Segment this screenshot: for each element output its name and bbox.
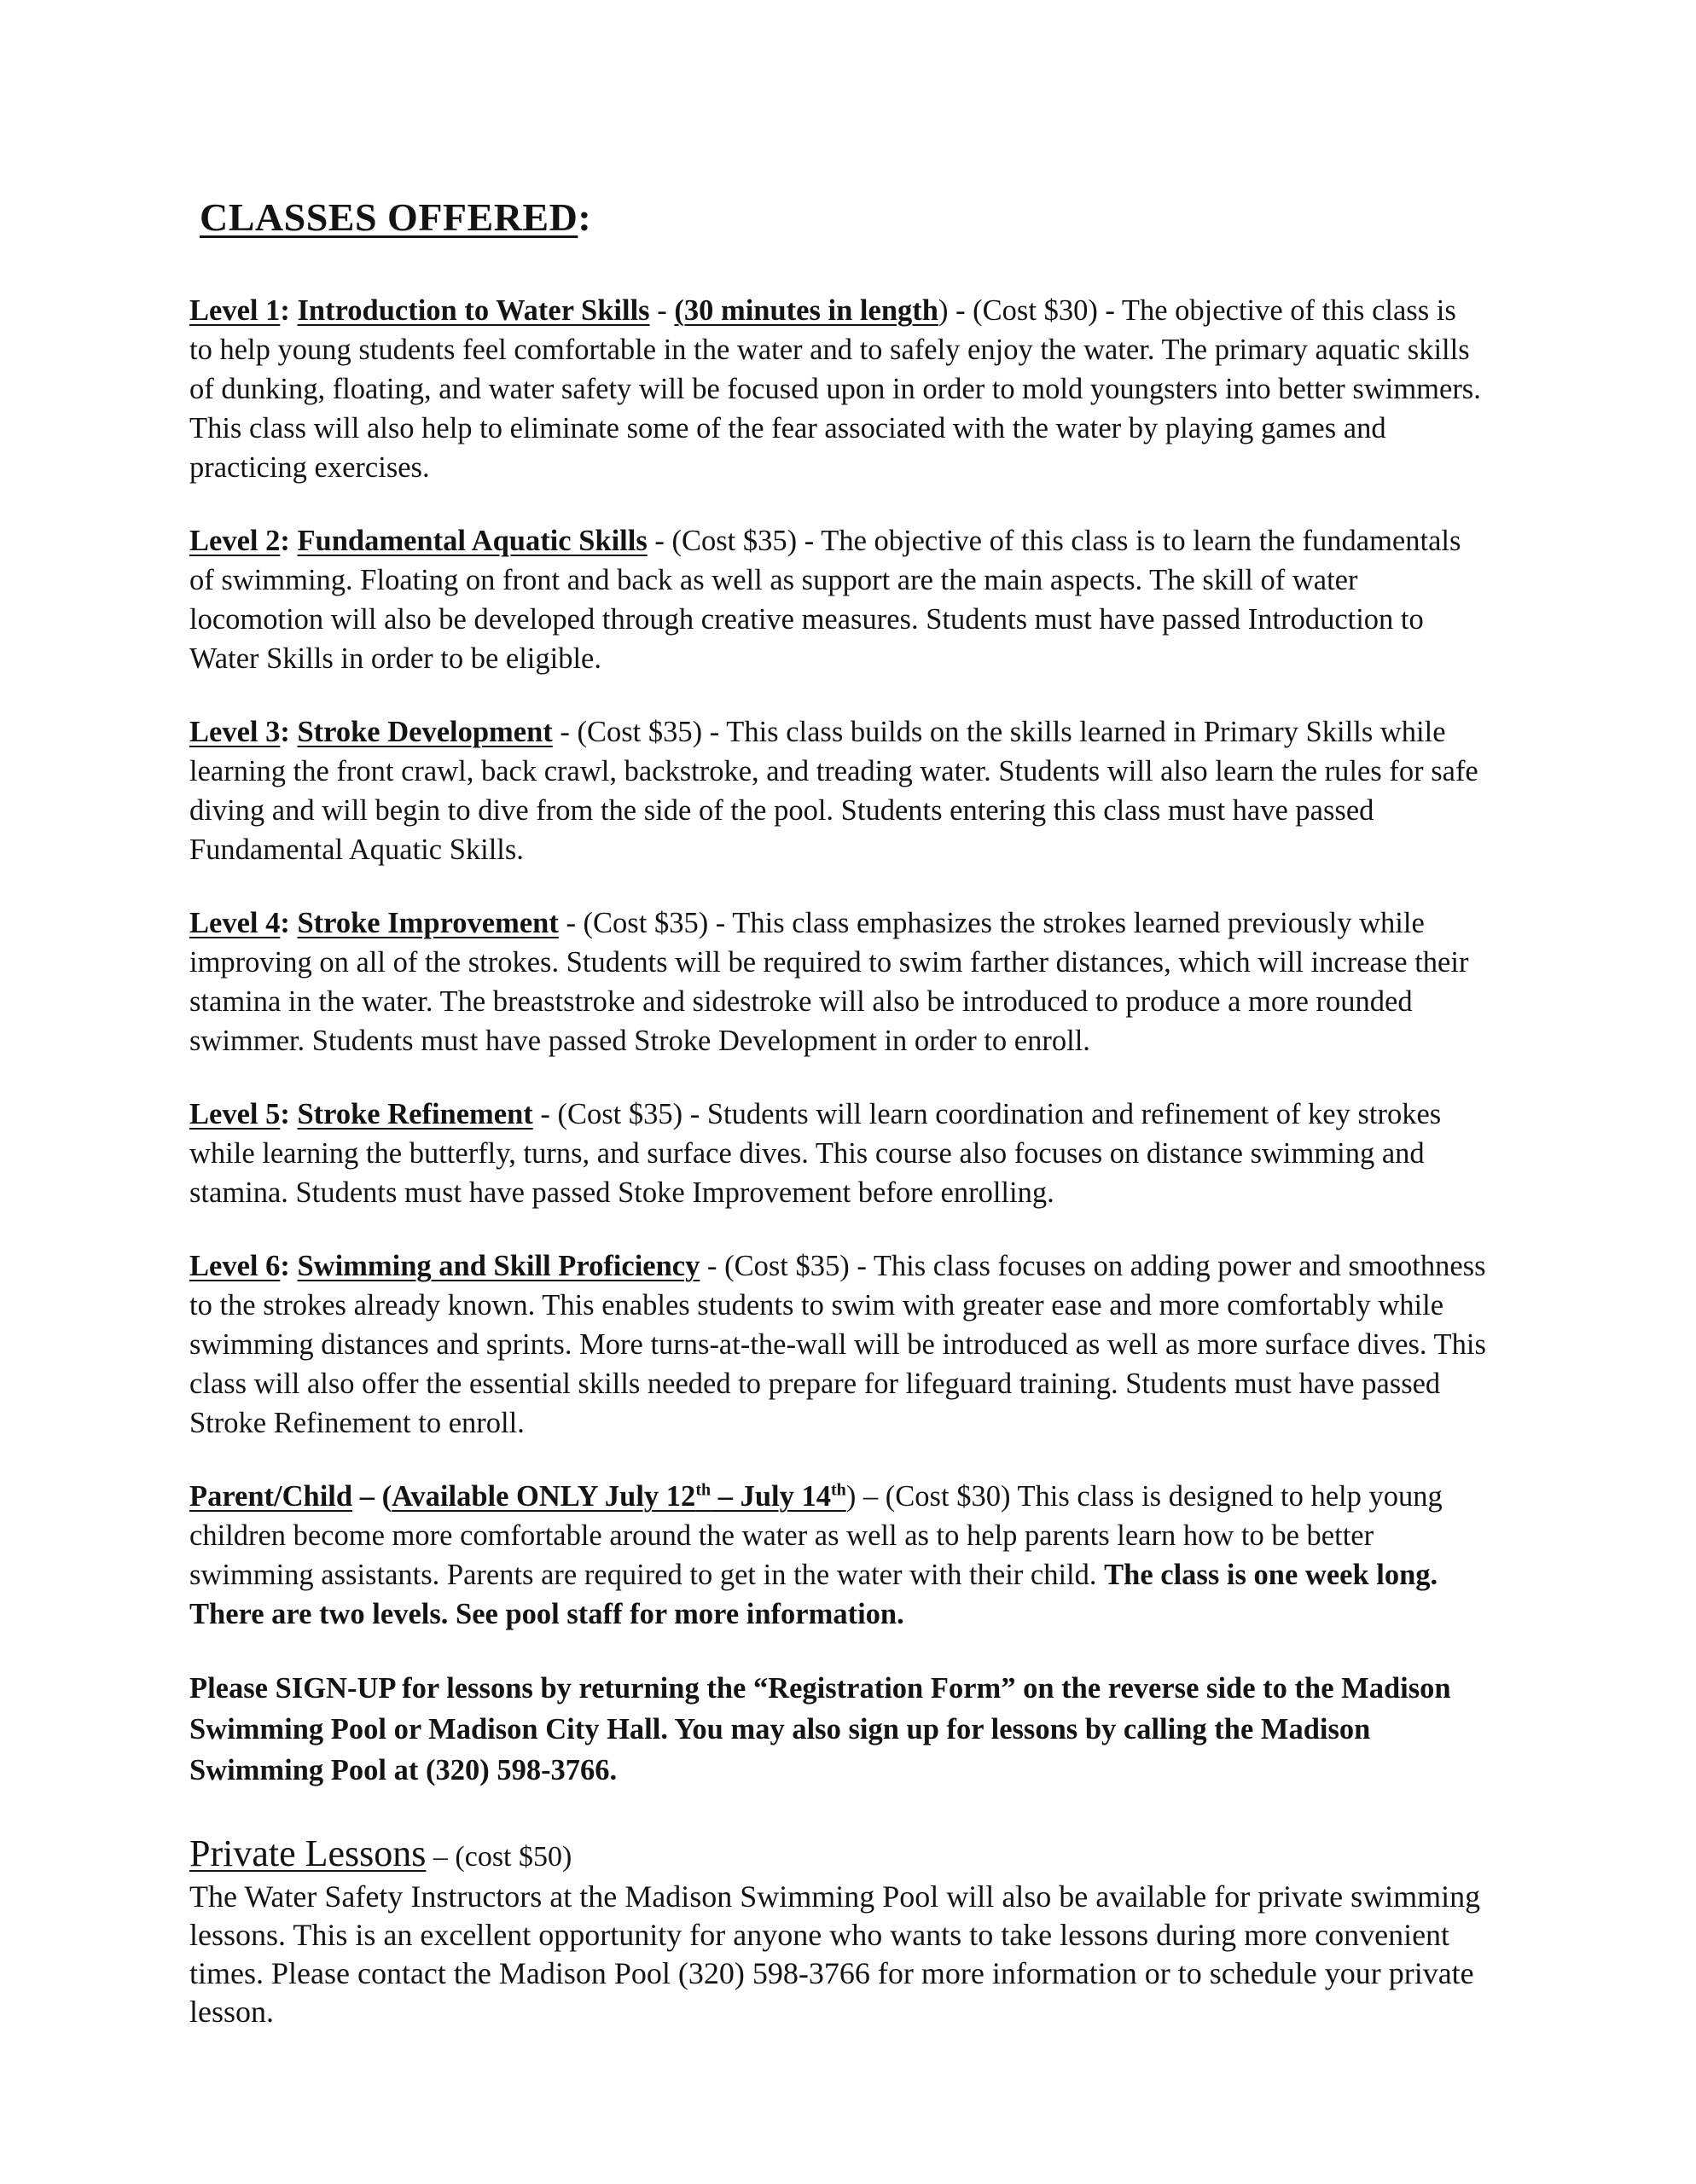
- level-name: Introduction to Water Skills: [297, 294, 650, 327]
- document-page: [189, 195, 1486, 2031]
- level-cost: - (Cost $35) -: [647, 525, 822, 557]
- level-cost: - (Cost $30) -: [948, 294, 1122, 327]
- private-lessons-description: The Water Safety Instructors at the Madison Swimming Pool will also be available for private swimming lessons. This is an excellent opportunity for anyone who wants to take lessons during more convenient times. Please contact the Madison Pool (320) 598-3766 for more information or to schedule your private lesson.: [189, 1879, 1481, 2029]
- level-name: Stroke Improvement: [297, 907, 559, 939]
- level-description: The objective of this class is to learn the fundamentals of swimming. Floating on front and back as well as support are the main aspects. The skill of water locomotion will also be developed through creative measures. Students must have passed Introduction to Water Skills in order to be eligible.: [189, 525, 1461, 675]
- private-lessons-section: [189, 1833, 1486, 2031]
- availability-dates: Available ONLY July 12th – July 14th: [392, 1480, 846, 1513]
- level-label: Level 4: [189, 907, 281, 939]
- level-label: Parent/Child: [189, 1480, 353, 1513]
- level-cost: - (Cost $35) -: [558, 907, 733, 939]
- level-label: Level 6: [189, 1250, 281, 1282]
- level-name: Fundamental Aquatic Skills: [297, 525, 648, 557]
- level-name: Stroke Refinement: [297, 1098, 533, 1130]
- class-level-4: Level 4: Stroke Improvement - (Cost $35) - This class emphasizes the strokes learned previously while improving on all of the strokes. Students will be required to swim farther distances, which will increase their stamina in the water. The breaststroke and sidestroke will also be introduced to produce a more rounded swimmer. Students must have passed Stroke Development in order to enroll.: [189, 907, 1469, 1057]
- level-description: This class is designed to help young children become more comfortable around the water as well as to help parents learn how to be better swimming assistants. Parents are required to get in the water with their child.: [189, 1480, 1443, 1591]
- private-lessons-cost: – (cost $50): [426, 1841, 572, 1873]
- level-description: The objective of this class is to help young students feel comfortable in the water and to safely enjoy the water. The primary aquatic skills of dunking, floating, and water safety will be focused upon in order to mold youngsters into better swimmers. This class will also help to eliminate some of the fear associated with the water by playing games and practicing exercises.: [189, 294, 1481, 484]
- level-cost: - (Cost $35) -: [700, 1250, 874, 1282]
- level-cost: ) – (Cost $30): [845, 1480, 1018, 1513]
- level-cost: - (Cost $35) -: [552, 716, 727, 748]
- level-label: Level 2: [189, 525, 281, 557]
- level-note: The class is one week long. There are two levels. See pool staff for more information.: [189, 1559, 1438, 1630]
- class-level-2: Level 2: Fundamental Aquatic Skills - (Cost $35) - The objective of this class is to learn the fundamentals of swimming. Floating on front and back as well as support are the main aspects. The skill of water locomotion will also be developed through creative measures. Students must have passed Introduction to Water Skills in order to be eligible.: [189, 525, 1461, 675]
- level-description: This class builds on the skills learned in Primary Skills while learning the front crawl, back crawl, backstroke, and treading water. Students will also learn the rules for safe diving and will begin to dive from the side of the pool. Students entering this class must have passed Fundamental Aquatic Skills.: [189, 716, 1478, 866]
- level-name: Swimming and Skill Proficiency: [297, 1250, 700, 1282]
- level-name: Stroke Development: [297, 716, 553, 748]
- level-description: This class emphasizes the strokes learned previously while improving on all of the strokes. Students will be required to swim farther distances, which will increase their stamina in the water. The breaststroke and sidestroke will also be introduced to produce a more rounded swimmer. Students must have passed Stroke Development in order to enroll.: [189, 907, 1469, 1057]
- class-level-6: Level 6: Swimming and Skill Proficiency - (Cost $35) - This class focuses on adding power and smoothness to the strokes already known. This enables students to swim with greater ease and more comfortably while swimming distances and sprints. More turns-at-the-wall will be introduced as well as more surface dives. This class will also offer the essential skills needed to prepare for lifeguard training. Students must have passed Stroke Refinement to enroll.: [189, 1250, 1486, 1439]
- private-lessons-header: [189, 1833, 1486, 1878]
- level-label: Level 1: [189, 294, 281, 327]
- private-lessons-title: Private Lessons: [189, 1833, 427, 1874]
- level-label: Level 3: [189, 716, 281, 748]
- level-description: This class focuses on adding power and smoothness to the strokes already known. This enables students to swim with greater ease and more comfortably while swimming distances and sprints. More turns-at-the-wall will be introduced as well as more surface dives. This class will also offer the essential skills needed to prepare for lifeguard training. Students must have passed Stroke Refinement to enroll.: [189, 1250, 1486, 1439]
- class-level-3: Level 3: Stroke Development - (Cost $35) - This class builds on the skills learned in Primary Skills while learning the front crawl, back crawl, backstroke, and treading water. Students will also learn the rules for safe diving and will begin to dive from the side of the pool. Students entering this class must have passed Fundamental Aquatic Skills.: [189, 716, 1478, 866]
- class-level-1: Level 1: Introduction to Water Skills - (30 minutes in length) - (Cost $30) - The objective of this class is to help young students feel comfortable in the water and to safely enjoy the water. The primary aquatic skills of dunking, floating, and water safety will be focused upon in order to mold youngsters into better swimmers. This class will also help to eliminate some of the fear associated with the water by playing games and practicing exercises.: [189, 294, 1481, 484]
- level-cost: - (Cost $35) -: [532, 1098, 707, 1130]
- signup-instructions: Please SIGN-UP for lessons by returning the “Registration Form” on the reverse side to the Madison Swimming Pool or Madison City Hall. You may also sign up for lessons by calling the Madison Swimming Pool at (320) 598-3766.: [189, 1672, 1451, 1786]
- level-label: Level 5: [189, 1098, 281, 1130]
- level-length: (30 minutes in length: [674, 294, 938, 327]
- page-title: CLASSES OFFERED:: [200, 195, 592, 239]
- class-parent-child: Parent/Child – (Available ONLY July 12th – July 14th) – (Cost $30) This class is designed to help young children become more comfortable around the water as well as to help parents learn how to be better swimming assistants. Parents are required to get in the water with their child. The class is one week long. There are two levels. See pool staff for more information.: [189, 1480, 1443, 1630]
- level-description: Students will learn coordination and refinement of key strokes while learning the butterfly, turns, and surface dives. This course also focuses on distance swimming and stamina. Students must have passed Stoke Improvement before enrolling.: [189, 1098, 1442, 1209]
- class-level-5: Level 5: Stroke Refinement - (Cost $35) - Students will learn coordination and refinement of key strokes while learning the butterfly, turns, and surface dives. This course also focuses on distance swimming and stamina. Students must have passed Stoke Improvement before enrolling.: [189, 1098, 1442, 1209]
